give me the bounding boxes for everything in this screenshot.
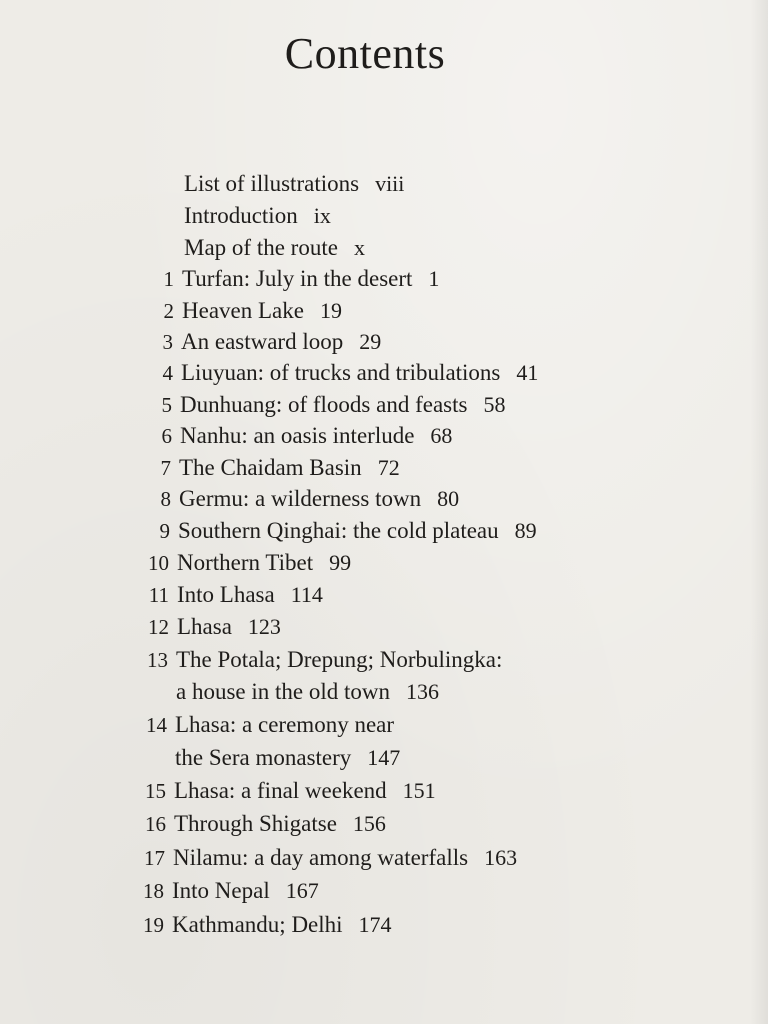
toc-entry-introduction bbox=[140, 201, 331, 231]
toc-chapter-7 bbox=[135, 453, 400, 483]
chapter-number: 15 bbox=[145, 779, 166, 803]
chapter-number: 7 bbox=[160, 456, 171, 480]
chapter-title: The Potala; Drepung; Norbulingka: bbox=[176, 647, 503, 672]
chapter-number: 6 bbox=[161, 424, 172, 448]
chapter-title: Northern Tibet bbox=[177, 550, 314, 575]
toc-chapter-17 bbox=[129, 843, 517, 873]
chapter-page: 174 bbox=[358, 912, 392, 937]
chapter-title-continued: the Sera monastery bbox=[175, 745, 352, 770]
chapter-title: Through Shigatse bbox=[174, 811, 337, 836]
chapter-number: 1 bbox=[163, 267, 174, 291]
toc-chapter-2 bbox=[138, 296, 342, 326]
chapter-title: Liuyuan: of trucks and tribulations bbox=[181, 360, 501, 385]
chapter-page: 136 bbox=[406, 679, 439, 704]
chapter-page: 19 bbox=[319, 298, 342, 323]
chapter-page: 167 bbox=[285, 878, 319, 903]
toc-entry-page: ix bbox=[313, 203, 331, 228]
chapter-title: Nilamu: a day among waterfalls bbox=[173, 845, 469, 870]
chapter-number: 4 bbox=[162, 361, 173, 385]
chapter-page: 147 bbox=[367, 745, 401, 770]
toc-entry-label: Map of the route bbox=[184, 235, 338, 260]
chapter-number: 12 bbox=[148, 615, 169, 639]
chapter-number: 18 bbox=[143, 879, 164, 903]
chapter-title: Southern Qinghai: the cold plateau bbox=[178, 518, 499, 543]
toc-chapter-4 bbox=[137, 358, 538, 388]
chapter-title: Lhasa: a final weekend bbox=[174, 778, 387, 803]
toc-entry-label: Introduction bbox=[184, 203, 298, 228]
toc-entry-map-of-the-route bbox=[140, 233, 365, 263]
toc-chapter-1 bbox=[138, 264, 439, 294]
chapter-page: 123 bbox=[247, 614, 281, 639]
chapter-page: 89 bbox=[514, 518, 537, 543]
toc-chapter-15 bbox=[130, 776, 436, 806]
chapter-title: Lhasa bbox=[177, 614, 232, 639]
toc-entry-label: List of illustrations bbox=[184, 171, 360, 196]
toc-chapter-18 bbox=[128, 876, 319, 906]
chapter-title: Into Nepal bbox=[172, 878, 270, 903]
toc-entry-page: viii bbox=[375, 171, 405, 196]
chapter-title: Heaven Lake bbox=[182, 298, 304, 323]
toc-chapter-14 bbox=[131, 710, 394, 740]
toc-entry-list-of-illustrations bbox=[140, 169, 404, 199]
toc-chapter-3 bbox=[137, 327, 381, 357]
chapter-title: Dunhuang: of floods and feasts bbox=[180, 392, 468, 417]
toc-chapter-6 bbox=[136, 421, 452, 451]
toc-chapter-19 bbox=[128, 910, 392, 940]
toc-chapter-16 bbox=[130, 809, 386, 839]
chapter-number: 10 bbox=[148, 551, 169, 575]
chapter-title: Lhasa: a ceremony near bbox=[175, 712, 395, 737]
chapter-page: 68 bbox=[430, 423, 453, 448]
chapter-page: 99 bbox=[329, 550, 352, 575]
toc-chapter-5 bbox=[136, 390, 505, 420]
toc-chapter-10 bbox=[133, 548, 351, 578]
chapter-number: 13 bbox=[147, 648, 168, 672]
chapter-title: An eastward loop bbox=[181, 329, 344, 354]
chapter-page: 72 bbox=[377, 455, 400, 480]
chapter-number: 19 bbox=[143, 913, 164, 937]
chapter-page: 41 bbox=[516, 360, 539, 385]
chapter-page: 29 bbox=[359, 329, 382, 354]
chapter-title: Kathmandu; Delhi bbox=[172, 912, 343, 937]
toc-chapter-12 bbox=[133, 612, 281, 642]
chapter-title-continued: a house in the old town bbox=[176, 679, 390, 704]
chapter-title: Germu: a wilderness town bbox=[179, 486, 422, 511]
toc-chapter-9 bbox=[134, 516, 537, 546]
chapter-number: 11 bbox=[148, 583, 169, 607]
chapter-title: Turfan: July in the desert bbox=[182, 266, 413, 291]
chapter-number: 3 bbox=[162, 330, 173, 354]
toc-chapter-14-continued bbox=[175, 743, 400, 773]
chapter-page: 80 bbox=[437, 486, 460, 511]
chapter-number: 16 bbox=[145, 812, 166, 836]
chapter-number: 5 bbox=[161, 393, 172, 417]
chapter-page: 151 bbox=[402, 778, 436, 803]
chapter-number: 9 bbox=[159, 519, 170, 543]
toc-chapter-13-continued bbox=[176, 677, 439, 707]
chapter-title: Into Lhasa bbox=[177, 582, 275, 607]
chapter-page: 156 bbox=[352, 811, 386, 836]
toc-chapter-11 bbox=[133, 580, 323, 610]
chapter-number: 8 bbox=[160, 487, 171, 511]
chapter-page: 163 bbox=[484, 845, 518, 870]
chapter-page: 1 bbox=[428, 266, 440, 291]
chapter-page: 114 bbox=[290, 582, 323, 607]
chapter-title: Nanhu: an oasis interlude bbox=[180, 423, 415, 448]
chapter-number: 14 bbox=[146, 713, 167, 737]
chapter-page: 58 bbox=[483, 392, 506, 417]
contents-heading: Contents bbox=[284, 29, 446, 78]
toc-chapter-8 bbox=[135, 484, 459, 514]
chapter-title: The Chaidam Basin bbox=[179, 455, 362, 480]
toc-entry-page: x bbox=[353, 235, 365, 260]
chapter-number: 2 bbox=[163, 299, 174, 323]
toc-chapter-13 bbox=[132, 645, 502, 675]
chapter-number: 17 bbox=[144, 846, 165, 870]
